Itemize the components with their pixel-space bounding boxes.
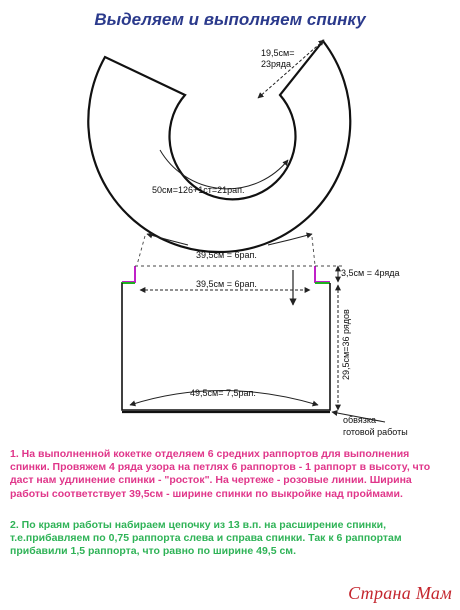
inner-circumference-label: 50см=126+1ст=21рап. xyxy=(152,185,245,195)
yoke-outline xyxy=(88,41,350,252)
yoke-depth-rows-label: 23ряда xyxy=(261,59,292,69)
page-title: Выделяем и выполняем спинку xyxy=(94,10,366,29)
site-watermark: Страна Мам xyxy=(348,583,452,603)
back-bottom-width-label: 49,5см= 7,5рап. xyxy=(190,388,256,398)
sprout-height-label: 3,5см = 4ряда xyxy=(341,268,400,278)
back-top-width-label: 39,5см = 6рап. xyxy=(196,279,257,289)
instruction-step-1: 1. На выполненной кокетке отделяем 6 средних раппортов для выполнения спинки. Провяжем 4 ряда узора на петлях 6 раппортов - 1 раппорт в высоту, что даст нам удлинение спинки - "росток". На чертеже - розовые линии. Ширина работы соответствует 39,5см - ширине спинки по выкройке над проймами. xyxy=(10,448,431,500)
back-length-label: 29,5см=36 рядов xyxy=(341,309,351,380)
binding-label-line2: готовой работы xyxy=(343,427,408,437)
yoke-depth-cm-label: 19,5см= xyxy=(261,48,295,58)
instruction-step-2: 2. По краям работы набираем цепочку из 13 в.п. на расширение спинки, т.е.прибавляем по 0,75 раппорта слева и справа спинки. Так к 6 раппортам прибавили 1,5 раппорта, что равно по ширине 49,5 см. xyxy=(10,519,402,558)
binding-label-line1: обвязка xyxy=(343,415,376,425)
sprout-line-right xyxy=(315,266,330,282)
projection-line-right xyxy=(312,237,315,265)
yoke-bottom-width-label: 39,5см = 6рап. xyxy=(196,250,257,260)
sprout-line-left xyxy=(122,266,135,282)
projection-line-left xyxy=(137,236,145,265)
yoke-bottom-arc-left xyxy=(147,234,188,245)
